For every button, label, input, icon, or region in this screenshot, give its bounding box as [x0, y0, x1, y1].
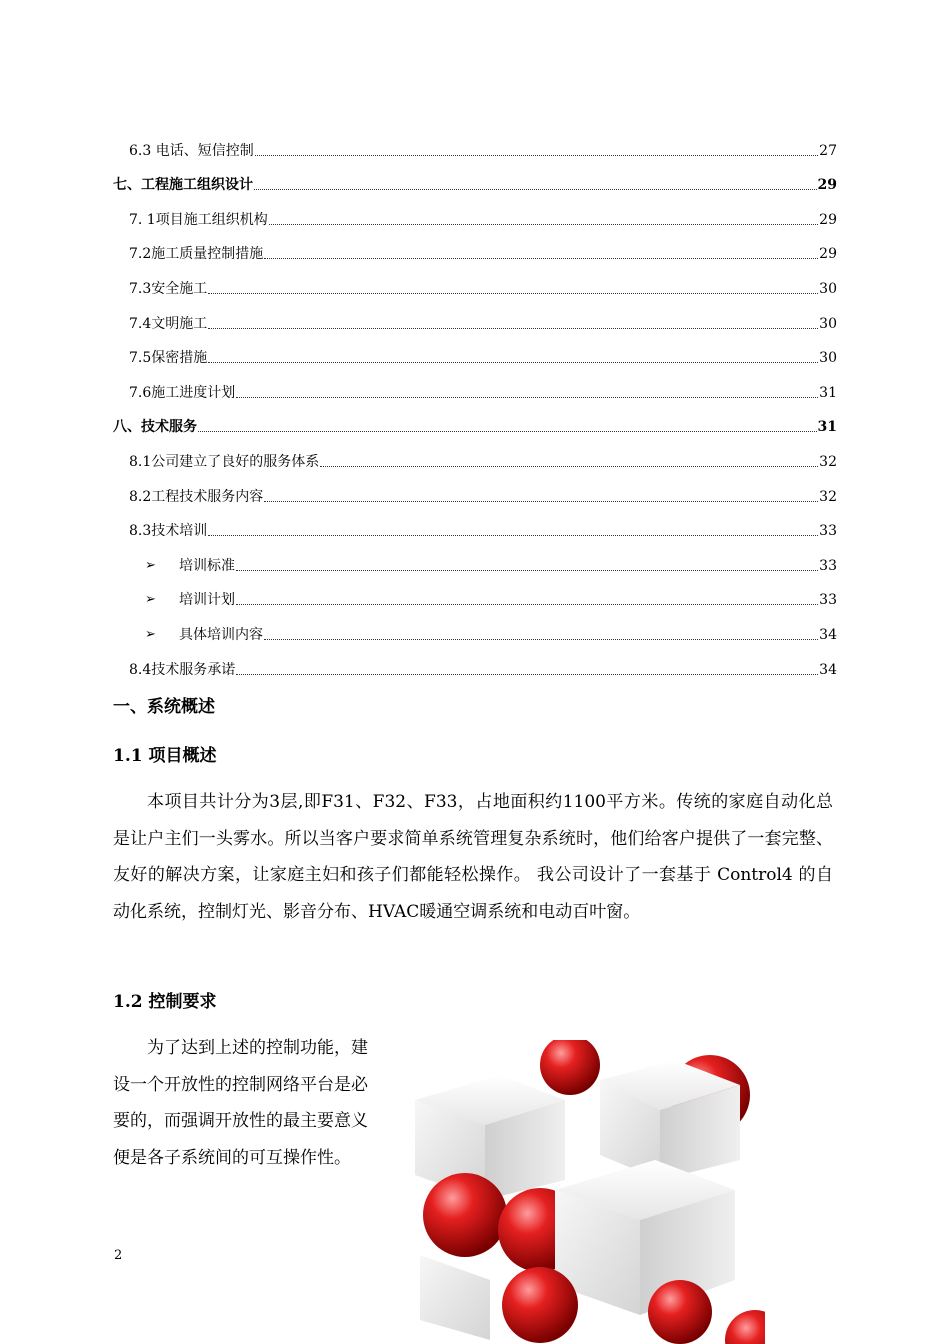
- toc-entry[interactable]: [113, 299, 837, 334]
- red-sphere: [725, 1310, 765, 1344]
- subsection-title-project-overview: 1.1 项目概述: [113, 746, 217, 766]
- page-number: 2: [114, 1248, 123, 1263]
- toc-dot-leader: [208, 327, 818, 329]
- toc-dot-leader: [236, 603, 818, 605]
- toc-dot-leader: [320, 465, 818, 467]
- toc-entry[interactable]: [113, 126, 837, 161]
- toc-entry[interactable]: [113, 403, 837, 438]
- toc-dot-leader: [236, 396, 818, 398]
- toc-dot-leader: [236, 569, 818, 571]
- toc-entry-page: 30: [819, 350, 837, 367]
- toc-dot-leader: [264, 500, 818, 502]
- toc-entry-page: 30: [819, 315, 837, 332]
- toc-dot-leader: [269, 223, 818, 225]
- toc-entry-page: 30: [819, 280, 837, 297]
- red-sphere: [648, 1280, 712, 1344]
- toc-entry-page: 32: [819, 453, 837, 470]
- toc-entry[interactable]: [113, 437, 837, 472]
- toc-entry-label: 培训标准: [179, 557, 235, 574]
- toc-dot-leader: [236, 673, 818, 675]
- toc-entry-page: 33: [819, 592, 837, 609]
- toc-entry-page: 29: [817, 177, 837, 194]
- toc-entry-page: 27: [819, 142, 837, 159]
- toc-bullet-icon: ➢: [145, 592, 156, 608]
- toc-entry[interactable]: [113, 230, 837, 265]
- toc-entry[interactable]: [113, 334, 837, 369]
- toc-dot-leader: [208, 534, 818, 536]
- toc-entry-page: 29: [819, 211, 837, 228]
- toc-entry-page: 33: [819, 523, 837, 540]
- red-sphere: [540, 1040, 600, 1095]
- toc-entry[interactable]: [113, 576, 837, 611]
- toc-entry-label: 7.6施工进度计划: [129, 384, 236, 401]
- red-sphere: [502, 1267, 578, 1343]
- toc-entry-label: 8.1公司建立了良好的服务体系: [129, 453, 320, 470]
- toc-entry-page: 34: [819, 661, 837, 678]
- toc-dot-leader: [208, 361, 818, 363]
- toc-bullet-icon: ➢: [145, 626, 156, 642]
- subsection-title-control-requirements: 1.2 控制要求: [113, 992, 217, 1012]
- toc-entry-label: 具体培训内容: [179, 626, 263, 643]
- section-title: 一、系统概述: [113, 697, 215, 717]
- toc-entry[interactable]: [113, 541, 837, 576]
- toc-bullet-icon: ➢: [145, 557, 156, 573]
- toc-entry-page: 31: [819, 384, 837, 401]
- toc-dot-leader: [208, 292, 818, 294]
- toc-dot-leader: [254, 188, 817, 190]
- toc-entry-label: 7.3安全施工: [129, 280, 208, 297]
- toc-entry-label: 7.2施工质量控制措施: [129, 246, 264, 263]
- toc-entry[interactable]: [113, 645, 837, 680]
- cube-block: [420, 1255, 490, 1340]
- toc-entry-label: 7. 1项目施工组织机构: [129, 211, 268, 228]
- toc-entry-label: 7.5保密措施: [129, 350, 208, 367]
- toc-entry-page: 32: [819, 488, 837, 505]
- cube-spheres-illustration: [405, 1040, 765, 1344]
- toc-entry[interactable]: [113, 507, 837, 542]
- toc-entry-label: 八、技术服务: [113, 419, 197, 436]
- toc-entry[interactable]: [113, 610, 837, 645]
- toc-entry[interactable]: [113, 161, 837, 196]
- toc-entry[interactable]: [113, 195, 837, 230]
- toc-entry[interactable]: [113, 472, 837, 507]
- toc-entry-page: 33: [819, 557, 837, 574]
- toc-entry-page: 31: [817, 419, 837, 436]
- control-requirements-paragraph: 为了达到上述的控制功能，建设一个开放性的控制网络平台是必要的，而强调开放性的最主要意义便是各子系统间的可互操作性。: [113, 1038, 368, 1168]
- toc-entry-page: 34: [819, 626, 837, 643]
- project-overview-paragraph: 本项目共计分为3层,即F31、F32、F33，占地面积约1100平方米。传统的家庭自动化总是让户主们一头雾水。所以当客户要求简单系统管理复杂系统时，他们给客户提供了一套完整、友好的解决方案，让家庭主妇和孩子们都能轻松操作。 我公司设计了一套基于 Control4 的自动化系统，控制灯光、影音分布、HVAC暖通空调系统和电动百叶窗。: [113, 792, 833, 922]
- toc-dot-leader: [264, 257, 818, 259]
- toc-entry-label: 7.4文明施工: [129, 315, 208, 332]
- toc-entry-label: 培训计划: [179, 592, 235, 609]
- toc-entry-label: 6.3 电话、短信控制: [129, 142, 254, 159]
- red-sphere: [423, 1173, 507, 1257]
- toc-entry-page: 29: [819, 246, 837, 263]
- toc-entry-label: 8.4技术服务承诺: [129, 661, 236, 678]
- toc-dot-leader: [255, 154, 818, 156]
- toc-entry-label: 七、工程施工组织设计: [113, 177, 253, 194]
- toc-entry-label: 8.3技术培训: [129, 523, 208, 540]
- toc-dot-leader: [264, 638, 818, 640]
- toc-entry[interactable]: [113, 264, 837, 299]
- table-of-contents: [113, 126, 837, 680]
- toc-dot-leader: [198, 430, 817, 432]
- toc-entry-label: 8.2工程技术服务内容: [129, 488, 264, 505]
- toc-entry[interactable]: [113, 368, 837, 403]
